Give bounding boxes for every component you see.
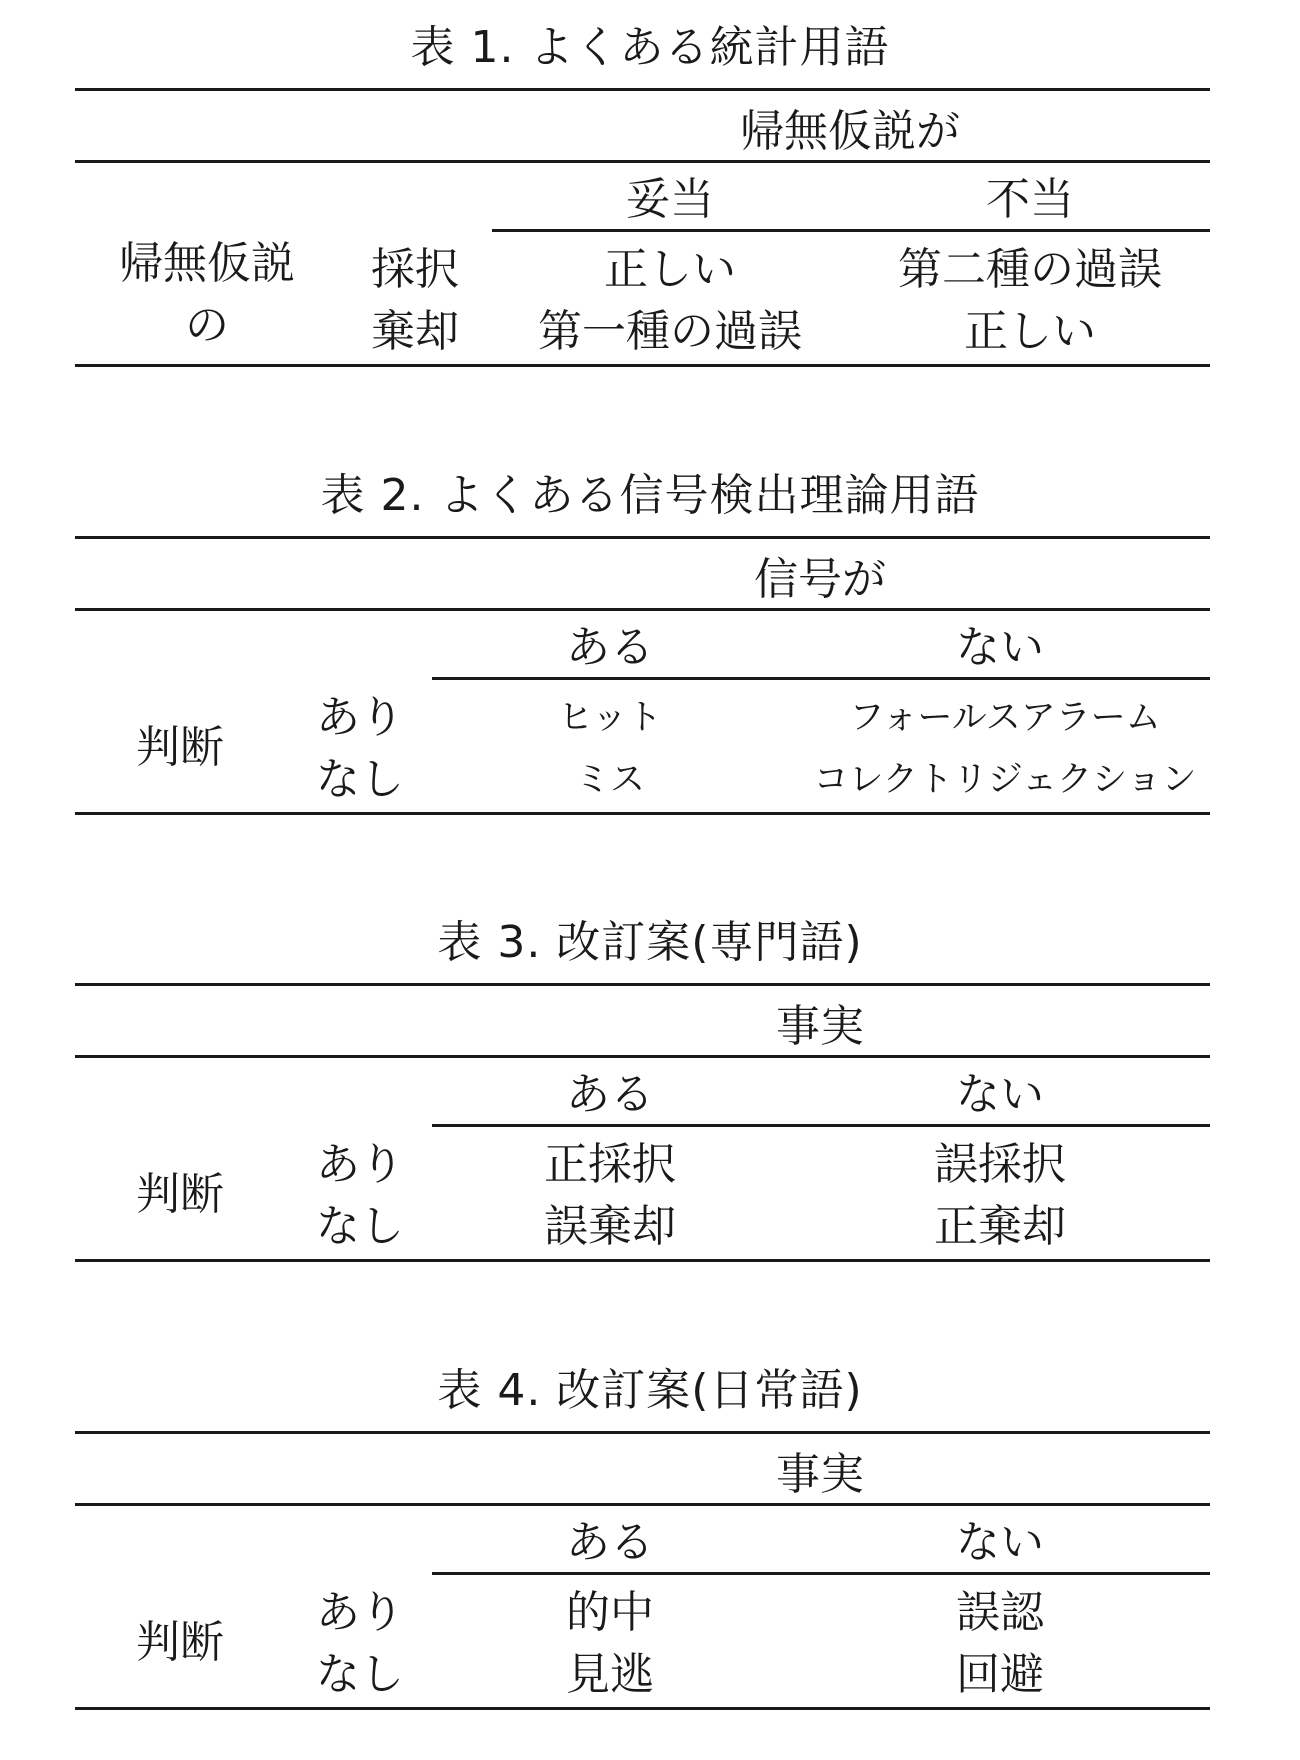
top-rule [75, 88, 1210, 91]
cell-r2c1: ミス [574, 760, 645, 800]
mid-rule [75, 160, 1210, 163]
table-title: 表 3. 改訂案(専門語) [437, 917, 863, 968]
row-sub-label-no: なし [316, 1201, 404, 1252]
cell-r1c2: フォールスアラーム [849, 698, 1161, 738]
group-header: 事実 [776, 1001, 864, 1052]
top-rule [75, 1431, 1210, 1434]
cell-r1c2: 第二種の過誤 [898, 244, 1162, 295]
group-header: 事実 [776, 1449, 864, 1500]
table-title: 表 1. よくある統計用語 [410, 22, 890, 73]
col-header-present: ある [566, 1517, 654, 1568]
row-label: 判断 [136, 1617, 224, 1668]
cell-r1c1: ヒット [558, 698, 662, 738]
sub-rule [432, 677, 1210, 680]
row-label-suffix: の [185, 300, 229, 351]
col-header-present: ある [566, 1069, 654, 1120]
bottom-rule [75, 1259, 1210, 1262]
bottom-rule [75, 1707, 1210, 1710]
col-header-valid: 妥当 [626, 174, 714, 225]
row-sub-label-yes: あり [316, 692, 404, 743]
sub-rule [492, 229, 1210, 232]
row-sub-label-no: なし [316, 754, 404, 805]
cell-r1c2: 誤認 [956, 1587, 1044, 1638]
row-label: 判断 [136, 722, 224, 773]
top-rule [75, 983, 1210, 986]
bottom-rule [75, 364, 1210, 367]
cell-r1c1: 正しい [604, 244, 736, 295]
row-sub-label-accept: 採択 [371, 244, 459, 295]
table-4 [0, 1363, 1300, 1723]
col-header-present: ある [566, 622, 654, 673]
group-header: 帰無仮説が [740, 106, 960, 157]
top-rule [75, 536, 1210, 539]
table-title: 表 2. よくある信号検出理論用語 [320, 470, 980, 521]
cell-r2c1: 第一種の過誤 [538, 306, 802, 357]
cell-r2c2: 正棄却 [934, 1201, 1066, 1252]
cell-r2c2: コレクトリジェクション [813, 760, 1197, 800]
sub-rule [432, 1124, 1210, 1127]
cell-r1c2: 誤採択 [934, 1139, 1066, 1190]
col-header-absent: ない [956, 1069, 1044, 1120]
cell-r1c1: 正採択 [544, 1139, 676, 1190]
row-label: 帰無仮説 [119, 238, 295, 289]
cell-r1c1: 的中 [566, 1587, 654, 1638]
col-header-absent: ない [956, 622, 1044, 673]
row-sub-label-reject: 棄却 [371, 306, 459, 357]
col-header-invalid: 不当 [986, 174, 1074, 225]
mid-rule [75, 608, 1210, 611]
row-label: 判断 [136, 1169, 224, 1220]
row-sub-label-no: なし [316, 1649, 404, 1700]
table-title: 表 4. 改訂案(日常語) [437, 1365, 863, 1416]
bottom-rule [75, 812, 1210, 815]
table-3 [0, 915, 1300, 1275]
cell-r2c2: 正しい [964, 306, 1096, 357]
row-sub-label-yes: あり [316, 1587, 404, 1638]
cell-r2c2: 回避 [956, 1649, 1044, 1700]
mid-rule [75, 1055, 1210, 1058]
table-1 [0, 20, 1300, 380]
table-2 [0, 468, 1300, 828]
group-header: 信号が [754, 554, 886, 605]
cell-r2c1: 誤棄却 [544, 1201, 676, 1252]
sub-rule [432, 1572, 1210, 1575]
col-header-absent: ない [956, 1517, 1044, 1568]
mid-rule [75, 1503, 1210, 1506]
cell-r2c1: 見逃 [566, 1649, 654, 1700]
row-sub-label-yes: あり [316, 1139, 404, 1190]
